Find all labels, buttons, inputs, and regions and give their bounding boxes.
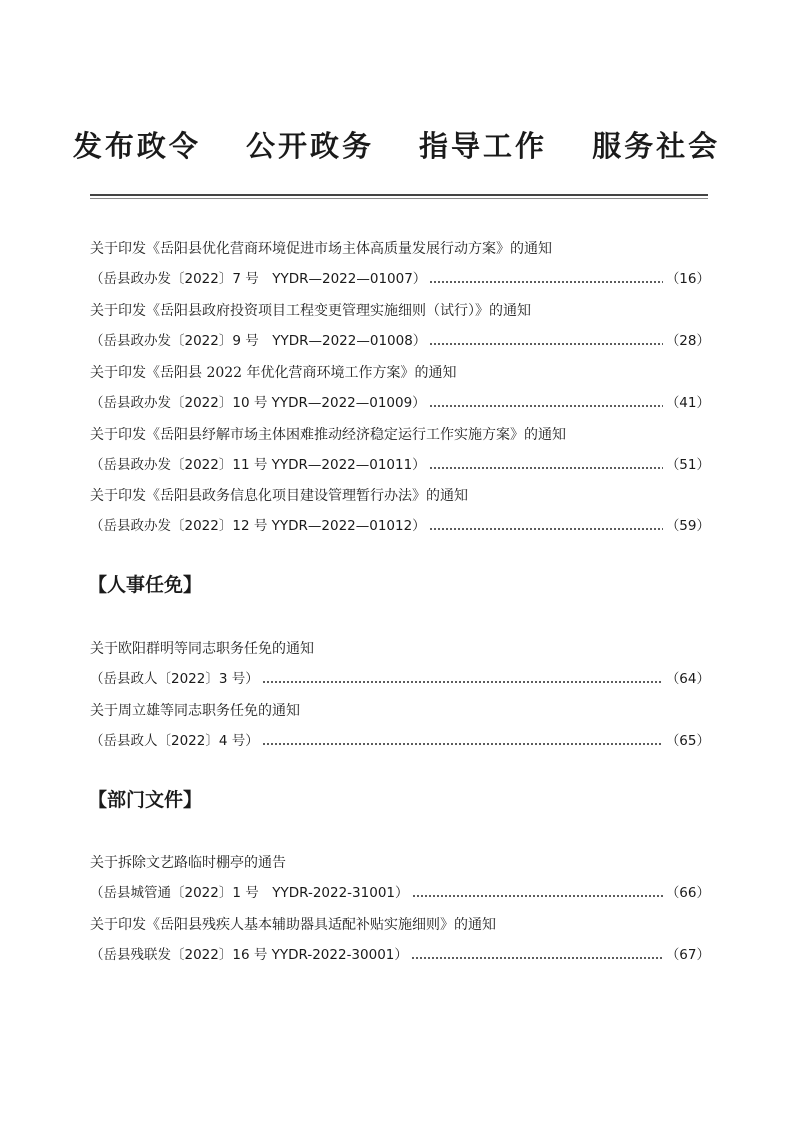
toc-entry-page: （59） <box>665 518 710 534</box>
toc-entry-ref-line <box>90 730 710 752</box>
toc-entry-title[interactable]: 关于欧阳群明等同志职务任免的通知 <box>90 641 314 657</box>
toc-entry-title[interactable]: 关于拆除文艺路临时棚亭的通告 <box>90 855 286 871</box>
toc-entry-page: （64） <box>665 671 710 687</box>
dot-leader <box>429 467 663 469</box>
dot-leader <box>262 743 663 745</box>
dot-leader <box>429 343 663 345</box>
toc-entry-page: （16） <box>665 271 710 287</box>
toc-entry-page: （28） <box>665 333 710 349</box>
toc-entry-ref: （岳县政办发〔2022〕12 号 YYDR—2022—01012） <box>90 518 426 534</box>
toc-entry-ref: （岳县政人〔2022〕4 号） <box>90 733 259 749</box>
toc-entry-ref-line <box>90 330 710 352</box>
toc-entry-page: （65） <box>665 733 710 749</box>
toc-entry-title[interactable]: 关于印发《岳阳县 2022 年优化营商环境工作方案》的通知 <box>90 365 457 381</box>
toc-entry-ref-line <box>90 454 710 476</box>
dot-leader <box>262 681 663 683</box>
toc-entry-page: （66） <box>665 885 710 901</box>
toc-entry-ref: （岳县政办发〔2022〕7 号 YYDR—2022—01007） <box>90 271 427 287</box>
header-divider <box>90 194 708 199</box>
toc-entry-ref: （岳县政办发〔2022〕10 号 YYDR—2022—01009） <box>90 395 426 411</box>
toc-entry-ref: （岳县政办发〔2022〕11 号 YYDR—2022—01011） <box>90 457 426 473</box>
masthead-motto: 发布政令 公开政务 指导工作 服务社会 <box>72 129 721 163</box>
toc-entry-title[interactable]: 关于印发《岳阳县优化营商环境促进市场主体高质量发展行动方案》的通知 <box>90 241 552 257</box>
toc-entry-title[interactable]: 关于周立雄等同志职务任免的通知 <box>90 703 300 719</box>
toc-entry-title[interactable]: 关于印发《岳阳县纾解市场主体困难推动经济稳定运行工作实施方案》的通知 <box>90 427 566 443</box>
toc-entry-page: （67） <box>665 947 710 963</box>
toc-entry-title[interactable]: 关于印发《岳阳县政府投资项目工程变更管理实施细则（试行）》的通知 <box>90 303 531 319</box>
toc-entry-title[interactable]: 关于印发《岳阳县政务信息化项目建设管理暂行办法》的通知 <box>90 488 468 504</box>
dot-leader <box>411 957 663 959</box>
toc-entry-title[interactable]: 关于印发《岳阳县残疾人基本辅助器具适配补贴实施细则》的通知 <box>90 917 496 933</box>
toc-entry-ref-line <box>90 515 710 537</box>
toc-entry-ref: （岳县残联发〔2022〕16 号 YYDR-2022-30001） <box>90 947 408 963</box>
section-heading-personnel: 【人事任免】 <box>88 574 203 596</box>
toc-entry-ref-line <box>90 268 710 290</box>
section-heading-departments: 【部门文件】 <box>88 789 203 811</box>
toc-entry-ref: （岳县政人〔2022〕3 号） <box>90 671 259 687</box>
dot-leader <box>429 405 663 407</box>
dot-leader <box>429 281 663 283</box>
toc-entry-page: （51） <box>665 457 710 473</box>
toc-entry-ref-line <box>90 944 710 966</box>
toc-entry-page: （41） <box>665 395 710 411</box>
toc-entry-ref: （岳县城管通〔2022〕1 号 YYDR-2022-31001） <box>90 885 409 901</box>
dot-leader <box>412 895 663 897</box>
toc-entry-ref-line <box>90 392 710 414</box>
toc-entry-ref: （岳县政办发〔2022〕9 号 YYDR—2022—01008） <box>90 333 427 349</box>
toc-entry-ref-line <box>90 668 710 690</box>
dot-leader <box>429 528 663 530</box>
toc-entry-ref-line <box>90 882 710 904</box>
